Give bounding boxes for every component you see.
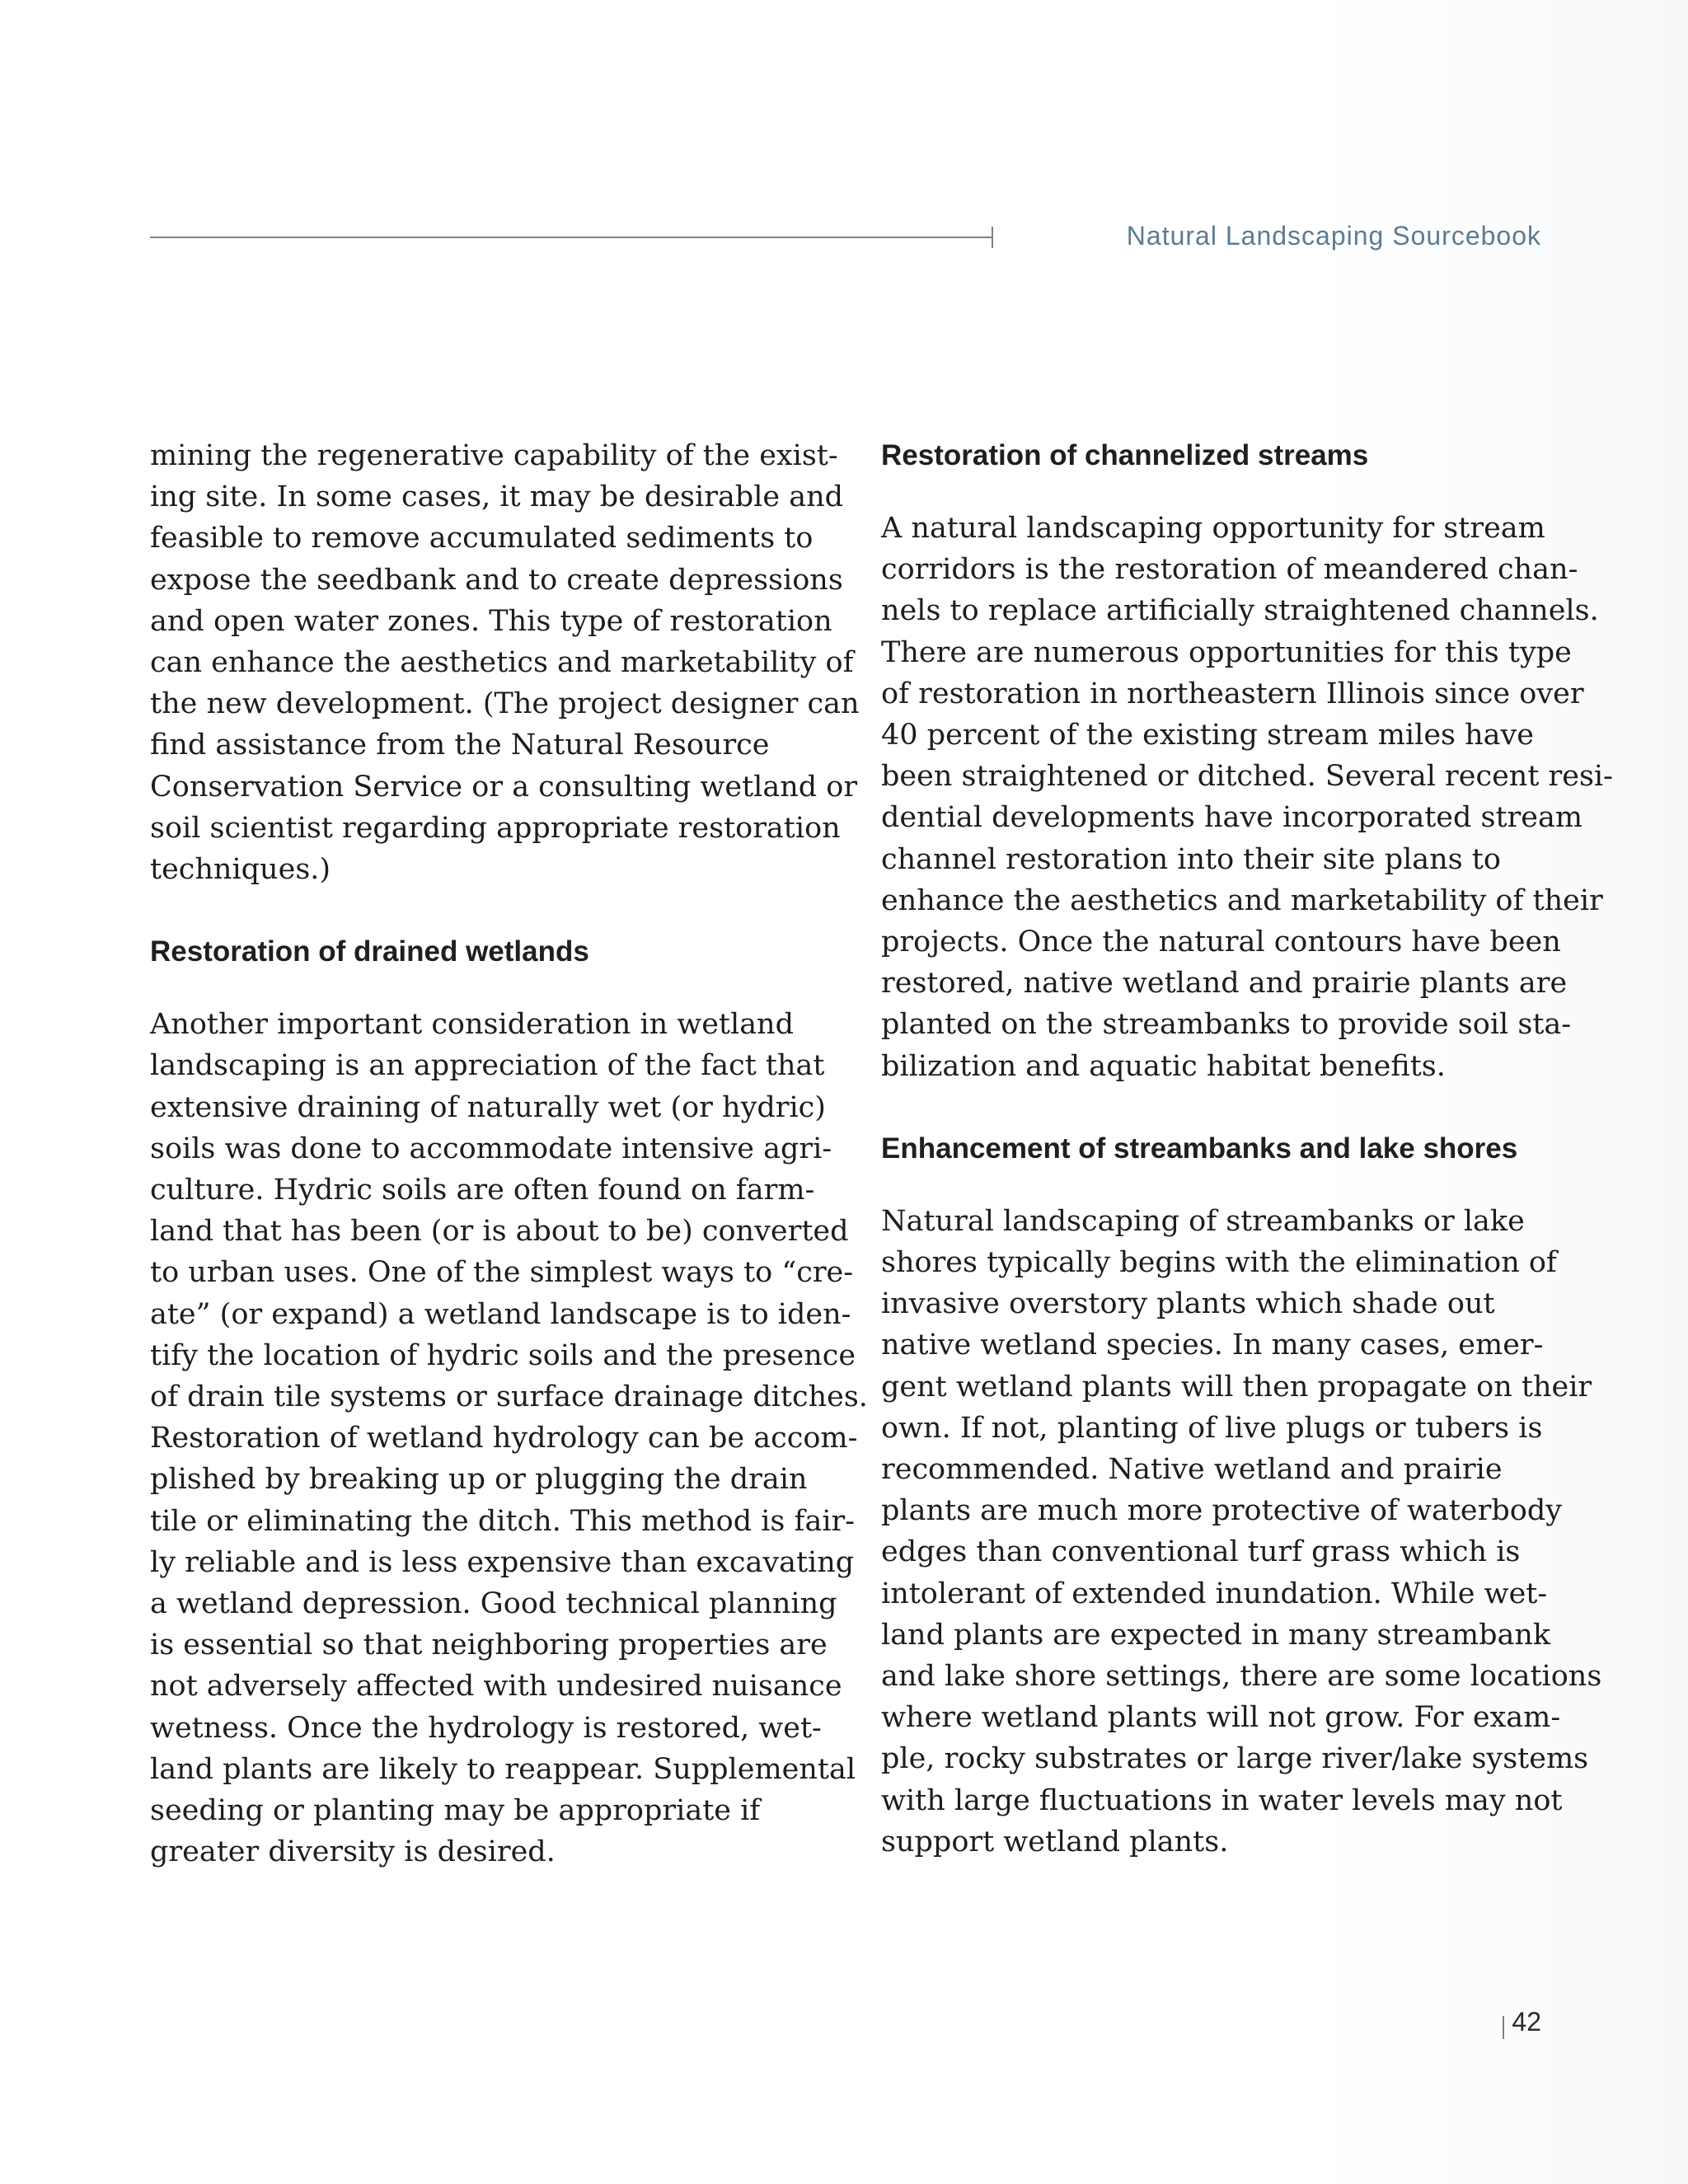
- text-line: land plants are expected in many streambank: [881, 1618, 1551, 1652]
- text-line: A natural landscaping opportunity for stream: [881, 512, 1545, 545]
- text-line: is essential so that neighboring properties are: [150, 1629, 828, 1662]
- text-line: tify the location of hydric soils and the presence: [150, 1338, 856, 1372]
- text-line: support wetland plants.: [881, 1825, 1229, 1858]
- header-rule-end-tick: [992, 227, 993, 248]
- text-line: a wetland depression. Good technical planning: [150, 1587, 837, 1621]
- text-line: of restoration in northeastern Illinois since over: [881, 677, 1584, 710]
- left-column: [150, 435, 868, 1873]
- text-line: been straightened or ditched. Several recent resi-: [881, 760, 1613, 794]
- text-line: channel restoration into their site plans to: [881, 842, 1501, 876]
- text-line: ing site. In some cases, it may be desirable and: [150, 480, 844, 514]
- text-line: wetness. Once the hydrology is restored, wet-: [150, 1711, 822, 1745]
- text-line: soils was done to accommodate intensive agri-: [150, 1132, 832, 1165]
- text-line: find assistance from the Natural Resource: [150, 729, 770, 762]
- text-line: land plants are likely to reappear. Supplemental: [150, 1752, 856, 1786]
- text-line: ly reliable and is less expensive than excavating: [150, 1545, 855, 1579]
- intro-paragraph: [150, 435, 860, 890]
- text-line: planted on the streambanks to provide soil sta-: [881, 1008, 1572, 1042]
- text-line: not adversely affected with undesired nuisance: [150, 1670, 842, 1704]
- text-line: mining the regenerative capability of the exist-: [150, 439, 838, 472]
- text-line: to urban uses. One of the simplest ways to “cre-: [150, 1256, 854, 1290]
- text-line: extensive draining of naturally wet (or hydric): [150, 1090, 826, 1124]
- text-line: shores typically begins with the elimination of: [881, 1246, 1557, 1280]
- text-line: expose the seedbank and to create depressions: [150, 563, 843, 597]
- text-line: Restoration of wetland hydrology can be accom-: [150, 1422, 858, 1455]
- text-line: seeding or planting may be appropriate if: [150, 1794, 761, 1828]
- text-line: invasive overstory plants which shade out: [881, 1287, 1495, 1321]
- text-line: projects. Once the natural contours have been: [881, 926, 1561, 959]
- text-line: greater diversity is desired.: [150, 1835, 556, 1869]
- text-line: bilization and aquatic habitat benefits.: [881, 1049, 1446, 1083]
- running-header-title: Natural Landscaping Sourcebook: [1126, 221, 1541, 251]
- text-line: Another important consideration in wetland: [150, 1008, 795, 1042]
- text-line: corridors is the restoration of meandered chan-: [881, 553, 1578, 587]
- text-line: native wetland species. In many cases, emer-: [881, 1329, 1544, 1362]
- text-line: can enhance the aesthetics and marketability of: [150, 646, 854, 680]
- text-line: plants are much more protective of waterbody: [881, 1494, 1563, 1528]
- text-line: There are numerous opportunities for this type: [881, 635, 1572, 669]
- right-column: [881, 435, 1613, 1863]
- text-line: the new development. (The project designer can: [150, 687, 860, 721]
- text-line: restored, native wetland and prairie plants are: [881, 967, 1568, 1001]
- text-line: own. If not, planting of live plugs or tubers is: [881, 1411, 1543, 1445]
- section-heading-streambanks-lake-shores: Enhancement of streambanks and lake shores: [881, 1132, 1518, 1165]
- text-line: soil scientist regarding appropriate restoration: [150, 811, 841, 845]
- text-line: edges than conventional turf grass which is: [881, 1535, 1521, 1569]
- text-line: and lake shore settings, there are some locations: [881, 1660, 1602, 1694]
- text-line: plished by breaking up or plugging the drain: [150, 1463, 808, 1497]
- text-line: of drain tile systems or surface drainage ditches.: [150, 1380, 868, 1414]
- text-line: tile or eliminating the ditch. This method is fair-: [150, 1504, 856, 1538]
- streambanks-paragraph: [881, 1201, 1602, 1863]
- text-line: where wetland plants will not grow. For exam-: [881, 1701, 1561, 1735]
- text-line: land that has been (or is about to be) converted: [150, 1215, 849, 1249]
- text-line: gent wetland plants will then propagate on their: [881, 1370, 1592, 1404]
- text-line: ple, rocky substrates or large river/lake systems: [881, 1742, 1589, 1776]
- section-heading-drained-wetlands: Restoration of drained wetlands: [150, 935, 589, 968]
- text-line: Conservation Service or a consulting wetland or: [150, 770, 858, 804]
- text-line: recommended. Native wetland and prairie: [881, 1453, 1503, 1487]
- text-line: dential developments have incorporated stream: [881, 801, 1583, 835]
- channelized-streams-paragraph: [881, 508, 1613, 1087]
- text-line: feasible to remove accumulated sediments to: [150, 522, 814, 555]
- text-line: landscaping is an appreciation of the fact that: [150, 1049, 825, 1083]
- text-line: 40 percent of the existing stream miles have: [881, 719, 1535, 752]
- section-heading-channelized-streams: Restoration of channelized streams: [881, 439, 1369, 471]
- text-line: techniques.): [150, 853, 331, 887]
- text-line: ate” (or expand) a wetland landscape is to iden-: [150, 1297, 851, 1331]
- text-line: Natural landscaping of streambanks or lake: [881, 1204, 1525, 1238]
- header-rule: [150, 237, 992, 238]
- text-line: culture. Hydric soils are often found on farm-: [150, 1174, 815, 1207]
- text-line: with large fluctuations in water levels may not: [881, 1783, 1563, 1817]
- text-line: and open water zones. This type of restoration: [150, 604, 832, 638]
- text-line: nels to replace artificially straightened channels.: [881, 594, 1599, 628]
- text-line: intolerant of extended inundation. While wet-: [881, 1577, 1548, 1610]
- page-number: 42: [1512, 2007, 1541, 2036]
- drained-wetlands-paragraph: [150, 1004, 868, 1872]
- text-line: enhance the aesthetics and marketability of their: [881, 883, 1603, 917]
